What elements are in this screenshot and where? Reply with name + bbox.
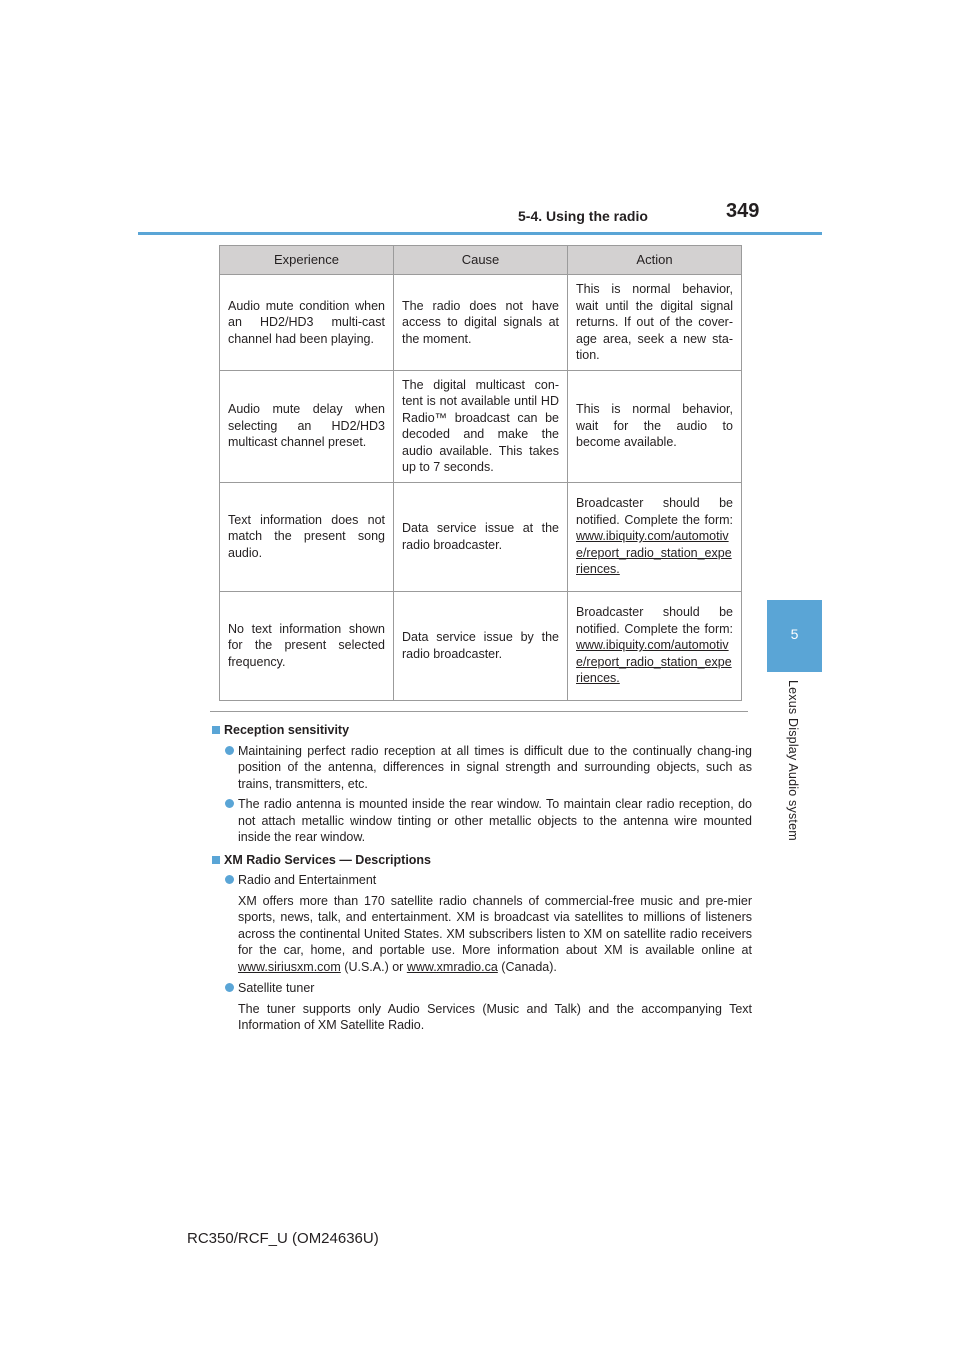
table-row bbox=[220, 591, 742, 700]
section-divider bbox=[210, 711, 748, 712]
reception-bullet-text: Maintaining perfect radio reception at all times is difficult due to the continually chang-ing position of the antenna, differences in signal strength and surrounding objects, such as trains, transmitters, etc. bbox=[238, 743, 752, 791]
action-cell bbox=[568, 482, 742, 591]
experience-cell: No text information shown for the present selected frequency. bbox=[220, 591, 394, 700]
cause-cell: Data service issue at the radio broadcaster. bbox=[394, 482, 568, 591]
column-header-action: Action bbox=[568, 246, 742, 275]
action-cell bbox=[568, 591, 742, 700]
action-text: Broadcaster should be notified. Complete the form: bbox=[576, 496, 733, 527]
usa-label: (U.S.A.) or bbox=[344, 959, 404, 974]
reception-heading bbox=[212, 722, 752, 739]
chapter-number: 5 bbox=[790, 626, 799, 642]
table-row bbox=[220, 370, 742, 482]
table-header-row bbox=[220, 246, 742, 275]
action-text: Broadcaster should be notified. Complete the form: bbox=[576, 605, 733, 636]
siriusxm-link[interactable]: www.siriusxm.com bbox=[238, 959, 341, 974]
column-header-cause: Cause bbox=[394, 246, 568, 275]
cause-cell: The radio does not have access to digital signals at the moment. bbox=[394, 275, 568, 371]
xm-heading-text: XM Radio Services — Descriptions bbox=[224, 852, 432, 867]
action-cell: This is normal behavior, wait for the audio to become available. bbox=[568, 370, 742, 482]
xm-heading bbox=[212, 852, 752, 869]
circle-bullet-icon bbox=[225, 746, 234, 755]
table-row bbox=[220, 482, 742, 591]
antenna-bullet bbox=[212, 796, 752, 846]
satellite-tuner-body: The tuner supports only Audio Services (Music and Talk) and the accompanying Text Information of XM Satellite Radio. bbox=[238, 1001, 752, 1032]
circle-bullet-icon bbox=[225, 799, 234, 808]
square-bullet-icon bbox=[212, 856, 220, 864]
experience-cell: Audio mute condition when an HD2/HD3 multi-cast channel had been playing. bbox=[220, 275, 394, 371]
xm-entertainment-body bbox=[212, 893, 752, 976]
reception-heading-text: Reception sensitivity bbox=[224, 723, 350, 737]
xmradio-link[interactable]: www.xmradio.ca bbox=[406, 959, 498, 974]
experience-cell: Audio mute delay when selecting an HD2/HD3 multicast channel preset. bbox=[220, 370, 394, 482]
model-code: RC350/RCF_U (OM24636U) bbox=[187, 1230, 379, 1247]
action-cell: This is normal behavior, wait until the digital signal returns. If out of the cover-age area, seek a new sta-tion. bbox=[568, 275, 742, 371]
header-rule bbox=[138, 232, 822, 235]
section-title: 5-4. Using the radio bbox=[518, 208, 648, 224]
cause-cell: The digital multicast con-tent is not available until HD Radio™ broadcast can be decoded and make the audio available. This takes up to 7 seconds. bbox=[394, 370, 568, 482]
satellite-tuner-bullet bbox=[212, 980, 752, 997]
satellite-tuner-title: Satellite tuner bbox=[238, 981, 315, 995]
reception-bullet bbox=[212, 743, 752, 793]
table-row bbox=[220, 275, 742, 371]
xm-entertainment-title: Radio and Entertainment bbox=[238, 873, 377, 887]
canada-label: (Canada). bbox=[501, 959, 557, 974]
cause-cell: Data service issue by the radio broadcaster. bbox=[394, 591, 568, 700]
troubleshooting-table bbox=[219, 245, 742, 701]
antenna-bullet-text: The radio antenna is mounted inside the rear window. To maintain clear radio reception, do not attach metallic window tinting or other metallic objects to the antenna wire mounted inside the rear window. bbox=[238, 797, 752, 844]
circle-bullet-icon bbox=[225, 875, 234, 884]
xm-entertainment-bullet bbox=[212, 872, 752, 889]
page-number: 349 bbox=[726, 200, 760, 222]
square-bullet-icon bbox=[212, 726, 220, 734]
column-header-experience: Experience bbox=[220, 246, 394, 275]
ibiquity-report-link[interactable]: www.ibiquity.com/automotive/report_radio_station_experiences. bbox=[576, 638, 732, 686]
chapter-label: Lexus Display Audio system bbox=[786, 680, 800, 841]
experience-cell: Text information does not match the present song audio. bbox=[220, 482, 394, 591]
body-content bbox=[212, 722, 752, 1039]
xm-entertainment-text: XM offers more than 170 satellite radio channels of commercial-free music and pre-mier sports, news, talk, and entertainment. XM is broadcast via satellites to millions of listeners across the continental United States. XM subscribers listen to XM on satellite radio receivers for the car, home, and portable use. More information about XM is available online at bbox=[238, 893, 752, 957]
chapter-tab bbox=[767, 600, 822, 672]
ibiquity-report-link[interactable]: www.ibiquity.com/automotive/report_radio_station_experiences. bbox=[576, 529, 732, 577]
circle-bullet-icon bbox=[225, 983, 234, 992]
